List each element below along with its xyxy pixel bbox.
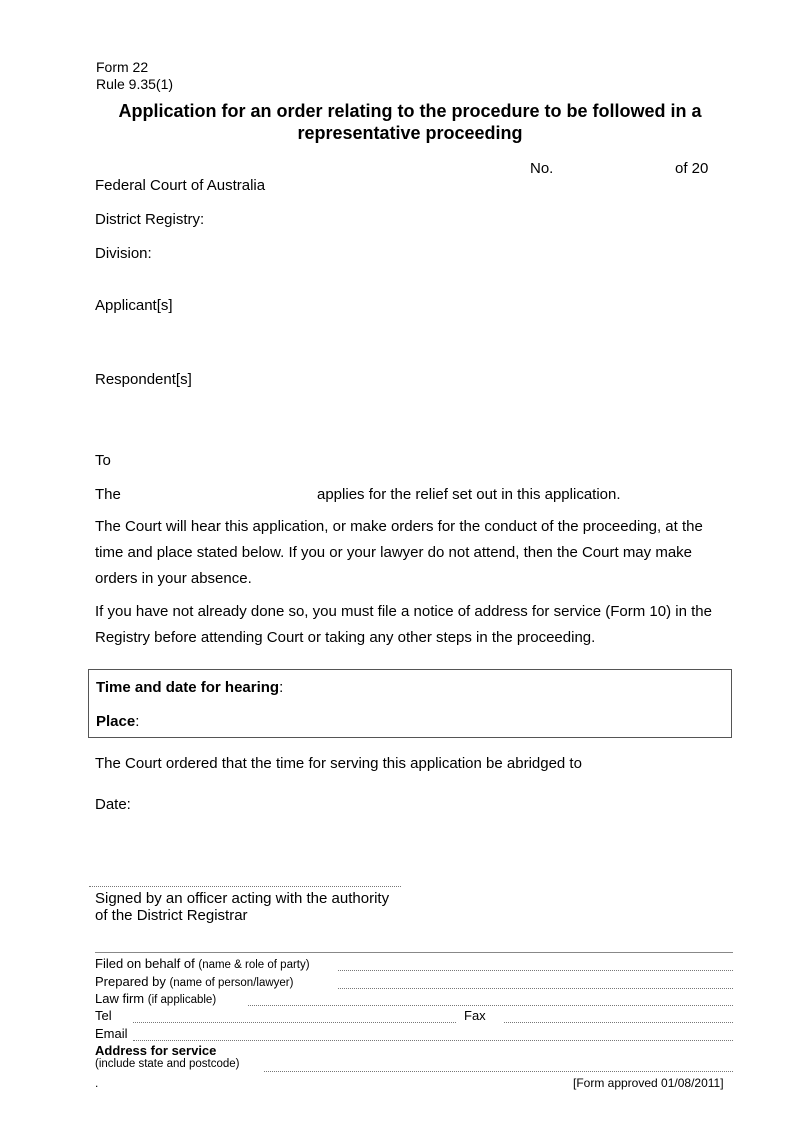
filed-on-behalf-row	[95, 956, 310, 971]
prepared-by-row	[95, 974, 293, 989]
address-hint: (include state and postcode)	[95, 1058, 240, 1070]
date-label: Date:	[95, 796, 131, 813]
hearing-time-colon: :	[279, 679, 284, 696]
hearing-time-row	[96, 679, 283, 696]
page-title	[60, 100, 760, 144]
title-line-2: representative proceeding	[297, 123, 523, 143]
address-field[interactable]	[264, 1071, 733, 1072]
footer-dot: .	[95, 1076, 99, 1090]
footer-top-rule	[95, 952, 733, 953]
fax-label: Fax	[464, 1008, 486, 1023]
applicants-label: Applicant[s]	[95, 297, 173, 314]
hearing-place-colon: :	[135, 713, 140, 730]
signature-line-2: of the District Registrar	[95, 907, 248, 924]
to-label: To	[95, 452, 111, 469]
division-label: Division:	[95, 245, 152, 262]
title-line-1: Application for an order relating to the procedure to be followed in a	[118, 101, 702, 121]
filed-on-behalf-field[interactable]	[338, 970, 733, 971]
the-label: The	[95, 486, 121, 503]
abridged-text: The Court ordered that the time for serving this application be abridged to	[95, 755, 582, 772]
address-label-text: Address for service	[95, 1043, 217, 1058]
law-firm-field[interactable]	[248, 1005, 733, 1006]
hearing-place-label: Place	[96, 713, 136, 730]
district-registry-label: District Registry:	[95, 211, 205, 228]
applies-text: applies for the relief set out in this application.	[317, 486, 621, 503]
respondents-label: Respondent[s]	[95, 371, 192, 388]
hearing-place-row	[96, 713, 139, 730]
law-firm-hint: (if applicable)	[147, 994, 217, 1006]
law-firm-label: Law firm	[95, 991, 145, 1006]
notice-paragraph: If you have not already done so, you must file a notice of address for service (Form 10) in the Registry before attending Court or taking any other steps in the proceeding.	[95, 603, 712, 646]
hearing-box	[88, 669, 732, 738]
court-name: Federal Court of Australia	[95, 177, 266, 194]
prepared-by-hint: (name of person/lawyer)	[169, 977, 294, 989]
email-label: Email	[95, 1026, 128, 1041]
form-number: Form 22	[96, 59, 149, 75]
signature-line	[89, 886, 401, 887]
case-number-label: No.	[530, 160, 554, 177]
filed-on-behalf-label: Filed on behalf of	[95, 956, 195, 971]
form-approved-note: [Form approved 01/08/2011]	[573, 1076, 724, 1090]
tel-field[interactable]	[133, 1022, 456, 1023]
rule-reference: Rule 9.35(1)	[96, 76, 174, 92]
tel-label: Tel	[95, 1008, 112, 1023]
email-field[interactable]	[133, 1040, 733, 1041]
fax-field[interactable]	[504, 1022, 733, 1023]
address-label	[95, 1043, 216, 1058]
hear-paragraph: The Court will hear this application, or make orders for the conduct of the proceeding, at the time and place stated below. If you or your lawyer do not attend, then the Court may make orders in your absence.	[95, 518, 703, 587]
case-year-label: of 20	[675, 160, 709, 177]
law-firm-row	[95, 991, 216, 1006]
signature-line-1: Signed by an officer acting with the authority	[95, 890, 390, 907]
prepared-by-field[interactable]	[338, 988, 733, 989]
filed-on-behalf-hint: (name & role of party)	[198, 959, 310, 971]
prepared-by-label: Prepared by	[95, 974, 166, 989]
hearing-time-label: Time and date for hearing	[96, 679, 280, 696]
